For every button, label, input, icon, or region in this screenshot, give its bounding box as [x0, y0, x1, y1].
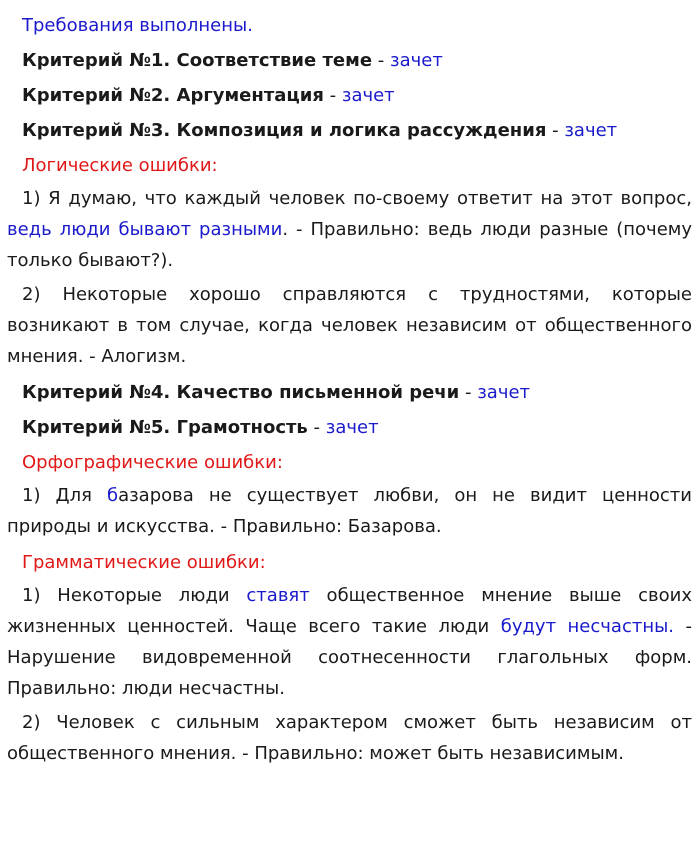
criterion-5: [7, 410, 692, 445]
separator: -: [459, 382, 478, 403]
separator: -: [323, 85, 342, 106]
criterion-3-result: зачет: [564, 120, 618, 141]
separator: -: [307, 417, 326, 438]
criterion-1: [7, 43, 692, 78]
separator: -: [372, 50, 391, 71]
criterion-3-title: Критерий №3. Композиция и логика рассуждения: [22, 120, 547, 141]
spelling-error-1-text-a: 1) Для: [22, 485, 107, 506]
criterion-5-title: Критерий №5. Грамотность: [22, 417, 308, 438]
grammar-error-1-text-b: общественное мнение выше своих жизненных ценностей. Чаще всего такие люди: [7, 585, 692, 637]
spelling-error-1: [7, 480, 692, 542]
logical-error-1-text-a: 1) Я думаю, что каждый человек по-своему ответит на этот вопрос,: [22, 188, 692, 209]
criterion-3: [7, 113, 692, 148]
criterion-4-result: зачет: [477, 382, 531, 403]
criterion-1-title: Критерий №1. Соответствие теме: [22, 50, 373, 71]
grammar-error-1-text-a: 1) Некоторые люди: [22, 585, 247, 606]
logical-error-1-highlight: ведь люди бывают разными: [7, 219, 283, 240]
grammar-error-2: 2) Человек с сильным характером сможет быть независим от общественного мнения. - Правильно: может быть независимым.: [7, 712, 692, 764]
logical-error-2: 2) Некоторые хорошо справляются с трудностями, которые возникают в том случае, когда человек независим от общественного мнения. - Алогизм.: [7, 284, 692, 367]
criterion-2-title: Критерий №2. Аргументация: [22, 85, 324, 106]
logical-error-1: [7, 183, 692, 276]
criterion-4: [7, 375, 692, 410]
grammar-error-1: [7, 580, 692, 704]
criterion-2: [7, 78, 692, 113]
criterion-1-result: зачет: [390, 50, 443, 71]
criterion-5-result: зачет: [325, 417, 379, 438]
spelling-error-1-text-b: азарова не существует любви, он не видит ценности природы и искусства. - Правильно: Базарова.: [7, 485, 692, 537]
grammar-errors-heading: Грамматические ошибки:: [22, 552, 266, 573]
criterion-4-title: Критерий №4. Качество письменной речи: [22, 382, 460, 403]
criterion-2-result: зачет: [341, 85, 395, 106]
grammar-error-1-highlight-1: ставят: [246, 585, 310, 606]
spelling-errors-heading: Орфографические ошибки:: [22, 452, 283, 473]
grammar-error-1-text-c: - Нарушение видовременной соотнесенности глагольных форм. Правильно: люди несчастны.: [7, 616, 692, 699]
separator: -: [546, 120, 565, 141]
logical-error-1-text-b: . - Правильно: ведь люди разные (почему только бывают?).: [7, 219, 692, 271]
spelling-error-1-highlight: б: [106, 485, 119, 506]
grammar-error-1-highlight-2: будут несчастны.: [500, 616, 675, 637]
logical-errors-heading: Логические ошибки:: [22, 155, 218, 176]
status-line: Требования выполнены.: [22, 15, 253, 36]
